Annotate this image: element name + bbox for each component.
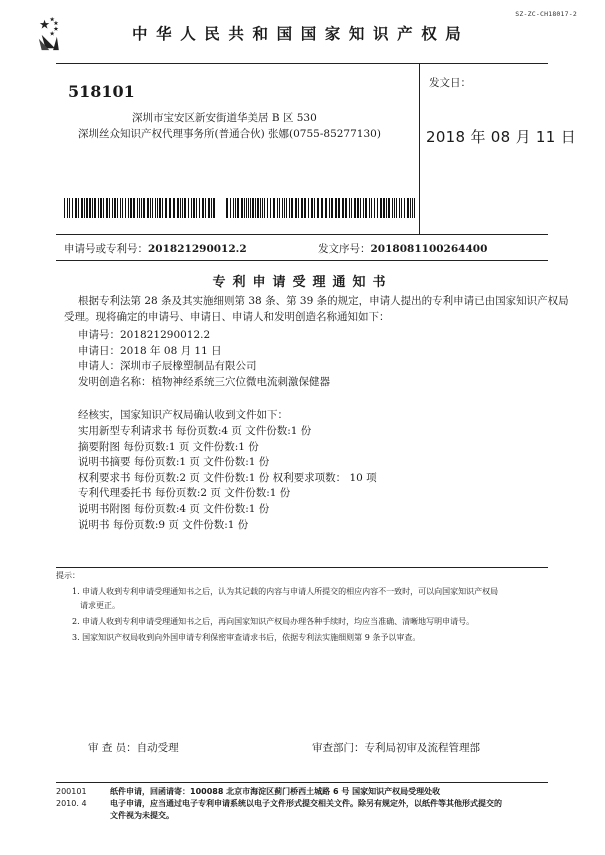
body-paragraph-line: 受理。现将确定的申请号、申请日、申请人和发明创造名称通知如下： [64, 311, 390, 323]
footer-line: 纸件申请，回函请寄：100088 北京市海淀区蓟门桥西土城路 6 号 国家知识产权局受理处收 [110, 787, 441, 796]
issue-date-label: 发文日： [429, 77, 471, 89]
list-item: 摘要附图 每份页数:1 页 文件份数:1 份 [78, 440, 259, 453]
middle-divider [56, 234, 548, 235]
tip-item: 3. 国家知识产权局收到向外国申请专利保密审查请求书后，依据专利法实施细则第 9 条予以审查。 [72, 633, 421, 642]
examiner-line: 审 查 员：自动受理 [88, 742, 179, 754]
form-code: 200101 [56, 787, 87, 796]
tips-label: 提示： [56, 571, 80, 580]
info-applicant: 申请人：深圳市子辰橡塑制品有限公司 [78, 360, 257, 373]
tip-item: 2. 申请人收到专利申请受理通知书之后，再向国家知识产权局办理各种手续时，均应当准确、清晰地写明申请号。 [72, 617, 475, 626]
footer-line: 电子申请，应当通过电子专利申请系统以电子文件形式提交相关文件。除另有规定外，以纸件等其他形式提交的 [110, 799, 502, 808]
list-item: 说明书摘要 每份页数:1 页 文件份数:1 份 [78, 456, 270, 469]
document-code: SZ-ZC-CH18017-2 [515, 10, 577, 18]
tip-item: 请求更正。 [80, 601, 120, 610]
received-files-list [78, 424, 377, 533]
serial-number [318, 241, 487, 256]
application-number-value: 201821290012.2 [148, 243, 247, 255]
list-item: 权利要求书 每份页数:2 页 文件份数:1 份 权利要求项数： 10 项 [78, 471, 377, 484]
footer-divider [56, 782, 548, 783]
form-version: 2010. 4 [56, 799, 87, 808]
info-invention-title: 发明创造名称：植物神经系统三穴位微电流刺激保健器 [78, 375, 330, 388]
list-item: 实用新型专利请求书 每份页数:4 页 文件份数:1 份 [78, 425, 312, 437]
reference-divider [56, 260, 548, 261]
list-item: 说明书附图 每份页数:4 页 文件份数:1 份 [78, 502, 270, 515]
issue-date-value: 2018 年 08 月 11 日 [426, 128, 576, 146]
tip-item: 1. 申请人收到专利申请受理通知书之后，认为其记载的内容与申请人所提交的相应内容不一致时，可以向国家知识产权局 [72, 587, 499, 596]
application-info [78, 328, 330, 390]
application-number-label: 申请号或专利号： [64, 243, 148, 255]
footer-line: 文件视为未提交。 [110, 811, 174, 820]
footer-codes [56, 786, 87, 810]
department-line: 审查部门：专利局初审及流程管理部 [312, 742, 480, 754]
vertical-divider [419, 63, 420, 234]
serial-number-label: 发文序号： [318, 243, 371, 255]
header-divider [56, 63, 548, 64]
address-line: 深圳市宝安区新安街道华美居 B 区 530 [132, 112, 317, 124]
application-number [64, 241, 247, 256]
barcode [64, 198, 416, 218]
info-application-number: 申请号：201821290012.2 [78, 329, 211, 341]
national-emblem-icon [36, 14, 74, 52]
agent-line: 深圳丝众知识产权代理事务所(普通合伙) 张娜(0755-85277130) [78, 128, 381, 140]
list-item: 说明书 每份页数:9 页 文件份数:1 份 [78, 518, 249, 531]
verification-statement: 经核实，国家知识产权局确认收到文件如下： [78, 409, 288, 421]
info-application-date: 申请日：2018 年 08 月 11 日 [78, 344, 222, 357]
tips-divider [56, 567, 548, 568]
footer-text [110, 786, 502, 822]
office-title: 中华人民共和国国家知识产权局 [132, 25, 470, 43]
body-paragraph-line: 根据专利法第 28 条及其实施细则第 38 条、第 39 条的规定，申请人提出的专利申请已由国家知识产权局 [78, 295, 569, 307]
notice-title: 专利申请受理通知书 [212, 275, 393, 290]
serial-number-value: 2018081100264400 [370, 243, 488, 255]
postcode: 518101 [68, 82, 135, 101]
list-item: 专利代理委托书 每份页数:2 页 文件份数:1 份 [78, 487, 291, 500]
